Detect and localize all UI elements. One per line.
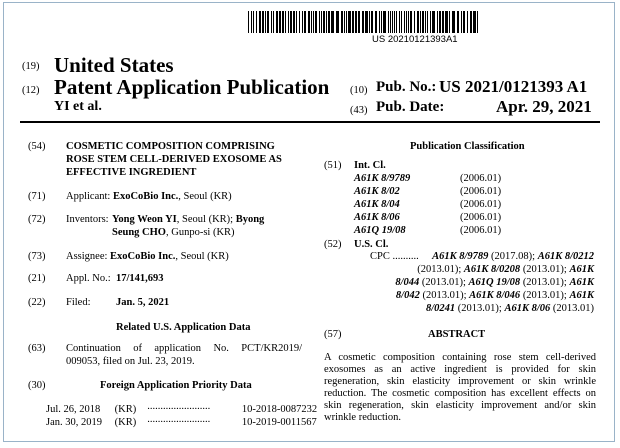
barcode-bar <box>427 11 428 33</box>
barcode-bar <box>422 11 424 33</box>
header-rule <box>20 121 600 123</box>
barcode-bar <box>445 11 448 33</box>
code-12: (12) <box>22 85 40 96</box>
abstract-heading: ABSTRACT <box>428 329 486 340</box>
filed-label: Filed: <box>66 297 91 308</box>
title-line-2: ROSE STEM CELL-DERIVED EXOSOME AS <box>66 154 282 165</box>
barcode-bar <box>399 11 400 33</box>
assignee-row <box>66 251 229 262</box>
cpc-label <box>370 251 419 262</box>
barcode-bar <box>381 11 382 33</box>
us-cl-label: U.S. Cl. <box>354 239 389 250</box>
barcode-bar <box>348 11 351 33</box>
inventors-label: Inventors: <box>66 214 109 225</box>
applicant-row <box>66 191 232 202</box>
barcode-bar <box>293 11 295 33</box>
priority-number: 10-2019-0011567 <box>241 417 317 428</box>
int-cl-year: (2006.01) <box>460 212 502 223</box>
barcode-bar <box>463 11 465 33</box>
cpc-code: 8/042 <box>395 290 420 301</box>
cpc-code: A61K 8/9789 <box>432 251 489 262</box>
barcode-bar <box>396 11 397 33</box>
barcode-bar <box>308 11 310 33</box>
barcode-bar <box>365 11 368 33</box>
code-43: (43) <box>350 105 368 116</box>
cpc-code: A61K <box>569 264 594 275</box>
code-57: (57) <box>324 329 342 340</box>
cpc-code: 8/0241 <box>425 303 456 314</box>
int-cl-label: Int. Cl. <box>354 160 386 171</box>
related-heading: Related U.S. Application Data <box>116 322 251 333</box>
cpc-text: CPC <box>370 251 390 262</box>
barcode-bar <box>383 11 386 33</box>
priority-row <box>46 401 317 415</box>
cpc-date: (2013.01); <box>419 290 470 301</box>
int-cl-code: A61K 8/9789 <box>354 173 411 184</box>
abstract-line: A cosmetic composition containing rose stem cell-derived <box>324 352 596 363</box>
int-cl-code: A61Q 19/08 <box>354 225 406 236</box>
barcode-bar <box>406 11 407 33</box>
cpc-line <box>395 277 594 288</box>
cpc-line <box>396 290 594 301</box>
publication-type: Patent Application Publication <box>54 75 330 99</box>
inventors-line-2 <box>112 227 235 238</box>
abstract-line: reduction. The cosmetic composition has excellent effects on <box>324 388 596 399</box>
barcode-bar <box>336 11 339 33</box>
inventor-2-location: , Gunpo-si (KR) <box>165 227 235 238</box>
cpc-code: A61K 8/0208 <box>463 264 521 275</box>
pub-class-heading: Publication Classification <box>410 141 525 152</box>
barcode-bar <box>388 11 389 33</box>
inventor-1-name: Yong Weon YI <box>112 214 177 225</box>
barcode-bar <box>290 11 292 33</box>
foreign-heading: Foreign Application Priority Data <box>100 380 252 391</box>
barcode-bar <box>279 11 281 33</box>
assignee-label: Assignee: <box>66 251 108 262</box>
barcode-bar <box>420 11 421 33</box>
abstract-line: regeneration, skin elasticity improvement or skin wrinkle <box>324 376 596 387</box>
barcode-bar <box>285 11 286 33</box>
priority-date: Jan. 30, 2019 <box>46 417 102 428</box>
barcode-bar <box>477 11 478 33</box>
pub-date: Apr. 29, 2021 <box>496 97 592 116</box>
pub-no-label: Pub. No.: <box>376 79 437 95</box>
barcode-bar <box>323 11 325 33</box>
abstract-line: exosomes as an active ingredient is provided for skin <box>324 364 596 375</box>
inventor-short: YI et al. <box>54 99 102 114</box>
cpc-dots: .......... <box>392 251 419 262</box>
priority-country: (KR) <box>114 404 137 415</box>
barcode-bar <box>296 11 297 33</box>
abstract-line: wrinkle reduction. <box>324 412 401 423</box>
cpc-code: A61K <box>569 277 594 288</box>
cpc-code: A61Q 19/08 <box>468 277 521 288</box>
barcode-bar <box>341 11 343 33</box>
barcode-bar <box>379 11 380 33</box>
cpc-date: (2013.01); <box>520 277 570 288</box>
appl-no-label: Appl. No.: <box>66 273 111 284</box>
barcode-bar <box>355 11 357 33</box>
cpc-code: A61K 8/0212 <box>537 251 594 262</box>
inventor-2-rest: Seung CHO <box>112 227 166 238</box>
cpc-code: A61K <box>569 290 594 301</box>
pub-no: US 2021/0121393 A1 <box>439 77 588 96</box>
barcode-bar <box>442 11 444 33</box>
barcode-bar <box>288 11 289 33</box>
assignee-location: , Seoul (KR) <box>175 251 229 262</box>
barcode-bar <box>369 11 370 33</box>
code-51: (51) <box>324 160 342 171</box>
barcode-bar <box>439 11 441 33</box>
barcode-bar <box>470 11 472 33</box>
barcode-bar <box>410 11 412 33</box>
cpc-date: (2013.01); <box>520 264 570 275</box>
barcode-bar <box>346 11 347 33</box>
priority-dots: ........................ <box>147 414 211 425</box>
barcode-bar <box>390 11 391 33</box>
barcode-bar <box>326 11 327 33</box>
barcode-bar <box>430 11 431 33</box>
int-cl-year: (2006.01) <box>460 186 502 197</box>
code-19: (19) <box>22 61 40 72</box>
code-72: (72) <box>28 214 46 225</box>
barcode-bar <box>362 11 364 33</box>
filed-date: Jan. 5, 2021 <box>116 297 170 308</box>
barcode-bar <box>311 11 312 33</box>
patent-front-page <box>3 2 615 442</box>
appl-no: 17/141,693 <box>116 273 164 284</box>
barcode-bar <box>267 11 269 33</box>
barcode-bar <box>404 11 405 33</box>
barcode-bar <box>256 11 257 33</box>
barcode-bar <box>265 11 266 33</box>
barcode-bar <box>259 11 261 33</box>
barcode-bar <box>401 11 402 33</box>
barcode-bar <box>328 11 330 33</box>
barcode-bar <box>319 11 320 33</box>
barcode-bar <box>321 11 322 33</box>
cpc-code: 8/044 <box>395 277 420 288</box>
priority-date: Jul. 26, 2018 <box>46 404 101 415</box>
cpc-date: (2013.01); <box>455 303 505 314</box>
inventor-1-location: , Seoul (KR); <box>176 214 234 225</box>
title-line-1: COSMETIC COMPOSITION COMPRISING <box>66 141 275 152</box>
barcode-bar <box>414 11 415 33</box>
barcode-bar <box>452 11 455 33</box>
inventors-line-1 <box>112 214 264 225</box>
priority-number: 10-2018-0087232 <box>241 404 318 415</box>
code-63: (63) <box>28 343 46 354</box>
cpc-date: (2017.08); <box>488 251 538 262</box>
barcode-bar <box>304 11 306 33</box>
title-line-3: EFFECTIVE INGREDIENT <box>66 167 197 178</box>
int-cl-year: (2006.01) <box>460 225 502 236</box>
barcode-bar <box>253 11 254 33</box>
barcode-bar <box>331 11 334 33</box>
barcode-bar <box>457 11 459 33</box>
code-71: (71) <box>28 191 46 202</box>
barcode-bar <box>375 11 377 33</box>
barcode-bar <box>408 11 409 33</box>
barcode-bar <box>248 11 249 33</box>
priority-dots: ........................ <box>147 401 211 412</box>
cpc-line <box>417 264 594 275</box>
cpc-line <box>432 251 594 262</box>
barcode-bar <box>392 11 393 33</box>
pub-date-label: Pub. Date: <box>376 99 445 115</box>
barcode-bar <box>371 11 373 33</box>
barcode-bar <box>276 11 278 33</box>
cpc-date: (2013.01); <box>419 277 469 288</box>
cpc-date: (2013.01); <box>520 290 570 301</box>
cpc-code: A61K 8/046 <box>469 290 521 301</box>
cpc-line <box>426 303 594 314</box>
barcode-bar <box>344 11 345 33</box>
barcode-bar <box>425 11 426 33</box>
code-10: (10) <box>350 85 368 96</box>
barcode <box>248 11 480 33</box>
cpc-code: A61K 8/06 <box>504 303 551 314</box>
int-cl-code: A61K 8/04 <box>354 199 400 210</box>
assignee-name: ExoCoBio Inc. <box>110 251 176 262</box>
barcode-bar <box>461 11 462 33</box>
continuation-line-1: Continuation of application No. PCT/KR2019/ <box>66 343 302 354</box>
code-22: (22) <box>28 297 46 308</box>
barcode-bar <box>473 11 476 33</box>
code-21: (21) <box>28 273 46 284</box>
barcode-number: US 20210121393A1 <box>372 34 458 45</box>
int-cl-year: (2006.01) <box>460 173 502 184</box>
priority-row <box>46 414 317 428</box>
barcode-bar <box>449 11 450 33</box>
priority-country: (KR) <box>114 417 137 428</box>
code-52: (52) <box>324 239 342 250</box>
barcode-bar <box>313 11 314 33</box>
cpc-date: (2013.01) <box>550 303 594 314</box>
barcode-bar <box>467 11 468 33</box>
cpc-date: (2013.01); <box>417 264 464 275</box>
applicant-label: Applicant: <box>66 191 111 202</box>
int-cl-code: A61K 8/02 <box>354 186 400 197</box>
barcode-bar <box>417 11 419 33</box>
code-30: (30) <box>28 380 46 391</box>
barcode-bar <box>273 11 274 33</box>
barcode-bar <box>302 11 303 33</box>
abstract-line: skin regeneration, skin elasticity improvement and/or skin <box>324 400 596 411</box>
barcode-bar <box>315 11 317 33</box>
barcode-bar <box>352 11 354 33</box>
inventor-2-first: Byong <box>235 214 265 225</box>
country-title: United States <box>54 53 174 77</box>
code-54: (54) <box>28 141 46 152</box>
barcode-bar <box>358 11 360 33</box>
barcode-bar <box>394 11 395 33</box>
continuation-line-2: 009053, filed on Jul. 23, 2019. <box>66 356 195 367</box>
int-cl-code: A61K 8/06 <box>354 212 400 223</box>
barcode-bar <box>437 11 438 33</box>
barcode-bar <box>262 11 264 33</box>
code-73: (73) <box>28 251 46 262</box>
barcode-bar <box>271 11 272 33</box>
int-cl-year: (2006.01) <box>460 199 502 210</box>
applicant-location: , Seoul (KR) <box>178 191 232 202</box>
barcode-bar <box>251 11 252 33</box>
applicant-name: ExoCoBio Inc. <box>112 191 179 202</box>
barcode-bar <box>282 11 284 33</box>
barcode-bar <box>299 11 300 33</box>
barcode-bar <box>432 11 435 33</box>
